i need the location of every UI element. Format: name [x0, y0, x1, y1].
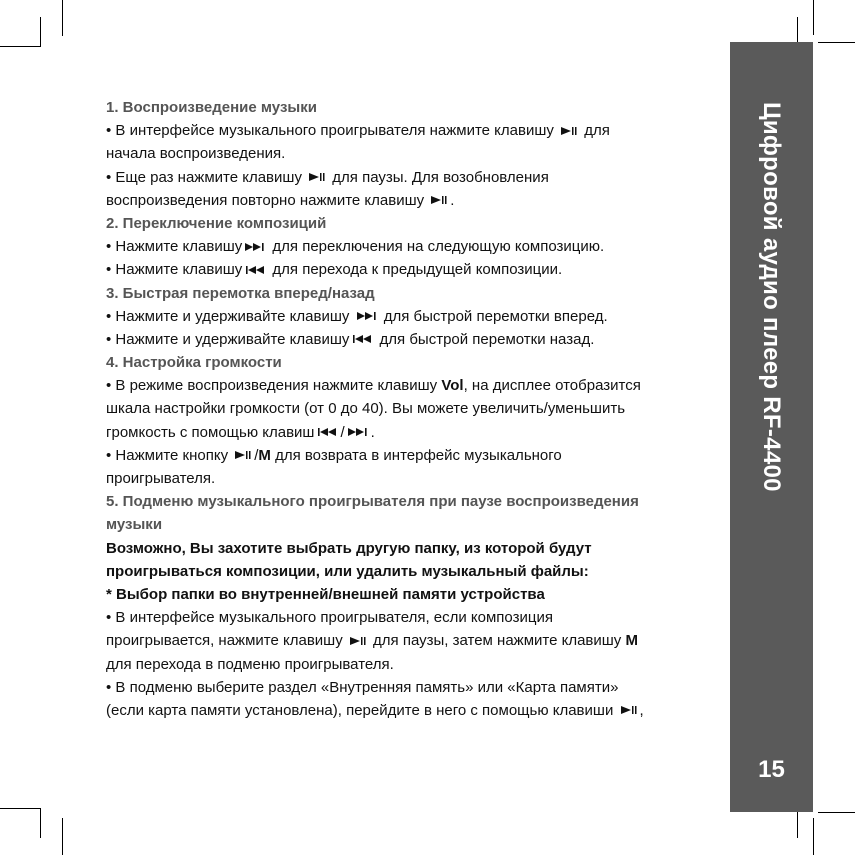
bold-paragraph-line [106, 560, 726, 583]
text-segment: • В интерфейсе музыкального проигрывателя, если композиция [106, 609, 553, 627]
paragraph-line [106, 374, 726, 397]
text-segment: Возможно, Вы захотите выбрать другую папку, из которой будут [106, 539, 592, 557]
page-number: 15 [758, 756, 785, 783]
text-segment: * Выбор папки во внутренней/внешней памяти устройства [106, 585, 545, 603]
text-segment: • В подменю выберите раздел «Внутренняя память» или «Карта памяти» [106, 678, 619, 696]
paragraph-line [106, 258, 726, 281]
text-segment: проигрываться композиции, или удалить музыкальный файлы: [106, 562, 589, 580]
next-icon [356, 305, 378, 328]
play-pause-icon [620, 699, 638, 722]
crop-mark [40, 808, 41, 838]
paragraph-line [106, 676, 726, 699]
paragraph-line [106, 235, 726, 258]
key-name: M [258, 446, 271, 464]
crop-mark [0, 808, 40, 809]
section-heading [106, 96, 726, 119]
crop-mark [818, 812, 855, 813]
paragraph-line [106, 142, 726, 165]
text-segment: для перехода в подменю проигрывателя. [106, 655, 394, 673]
bold-paragraph-line [106, 537, 726, 560]
crop-mark [813, 818, 814, 855]
play-pause-icon [560, 120, 578, 143]
text-segment: • Еще раз нажмите клавишу [106, 168, 307, 186]
prev-icon [244, 259, 266, 282]
paragraph-line [106, 305, 726, 328]
text-segment: • В интерфейсе музыкального проигрывателя нажмите клавишу [106, 122, 559, 140]
next-icon [347, 421, 369, 444]
paragraph-line [106, 421, 726, 444]
crop-mark [0, 46, 40, 47]
paragraph-line [106, 189, 726, 212]
manual-text [106, 96, 726, 722]
bold-paragraph-line [106, 583, 726, 606]
section-heading [106, 212, 726, 235]
text-segment: для возврата в интерфейс музыкального [270, 446, 562, 464]
text-segment: . [370, 423, 375, 441]
crop-mark [797, 808, 798, 838]
text-segment: • Нажмите клавишу [106, 261, 243, 279]
crop-mark [813, 0, 814, 35]
paragraph-line [106, 166, 726, 189]
text-segment: 2. Переключение композиций [106, 214, 327, 232]
section-heading [106, 490, 726, 513]
text-segment: для перехода к предыдущей композиции. [268, 261, 563, 279]
paragraph-line [106, 606, 726, 629]
play-pause-icon [234, 444, 252, 467]
text-segment: для [580, 122, 610, 140]
play-pause-icon [430, 189, 448, 212]
text-segment: / [340, 423, 345, 441]
paragraph-line [106, 629, 726, 652]
paragraph-line [106, 444, 726, 467]
next-icon [244, 236, 266, 259]
text-segment: • В режиме воспроизведения нажмите клавишу [106, 377, 442, 395]
text-segment: (если карта памяти установлена), перейдите в него с помощью клавиши [106, 701, 618, 719]
paragraph-line [106, 397, 726, 420]
prev-icon [351, 328, 373, 351]
key-name: M [625, 632, 638, 650]
product-title: Цифровой аудио плеер RF-4400 [758, 102, 785, 492]
text-segment: 4. Настройка громкости [106, 354, 282, 372]
text-segment: для паузы. Для возобновления [328, 168, 549, 186]
text-segment: шкала настройки громкости (от 0 до 40). Вы можете увеличить/уменьшить [106, 400, 626, 418]
play-pause-icon [308, 166, 326, 189]
text-segment: 1. Воспроизведение музыки [106, 99, 317, 116]
text-segment: для быстрой перемотки вперед. [379, 307, 608, 325]
paragraph-line [106, 699, 726, 722]
text-segment: 5. Подменю музыкального проигрывателя при паузе воспроизведения [106, 493, 639, 511]
text-segment: проигрывается, нажмите клавишу [106, 632, 347, 650]
text-segment: начала воспроизведения. [106, 145, 286, 163]
paragraph-line [106, 653, 726, 676]
text-segment: , [639, 701, 644, 719]
section-heading [106, 351, 726, 374]
text-segment: / [254, 446, 259, 464]
text-segment: • Нажмите и удерживайте клавишу [106, 307, 354, 325]
text-segment: громкость с помощью клавиш [106, 423, 315, 441]
text-segment: для переключения на следующую композицию. [268, 238, 605, 256]
text-segment: . [450, 191, 455, 209]
key-name: Vol [441, 377, 464, 395]
sidebar-band [730, 42, 813, 812]
text-segment: , на дисплее отобразится [463, 377, 641, 395]
section-heading [106, 513, 726, 536]
text-segment: • Нажмите клавишу [106, 238, 243, 256]
paragraph-line [106, 467, 726, 490]
text-segment: музыки [106, 516, 163, 534]
text-segment: • Нажмите кнопку [106, 446, 233, 464]
crop-mark [40, 17, 41, 47]
text-segment: • Нажмите и удерживайте клавишу [106, 330, 350, 348]
paragraph-line [106, 328, 726, 351]
text-segment: для паузы, затем нажмите клавишу [368, 632, 626, 650]
text-segment: проигрывателя. [106, 470, 216, 487]
text-segment: для быстрой перемотки назад. [375, 330, 595, 348]
paragraph-line [106, 119, 726, 142]
prev-icon [316, 421, 338, 444]
play-pause-icon [349, 630, 367, 653]
crop-mark [62, 0, 63, 36]
crop-mark [818, 42, 855, 43]
text-segment: 3. Быстрая перемотка вперед/назад [106, 284, 375, 302]
text-segment: воспроизведения повторно нажмите клавишу [106, 191, 429, 209]
section-heading [106, 282, 726, 305]
crop-mark [62, 818, 63, 855]
